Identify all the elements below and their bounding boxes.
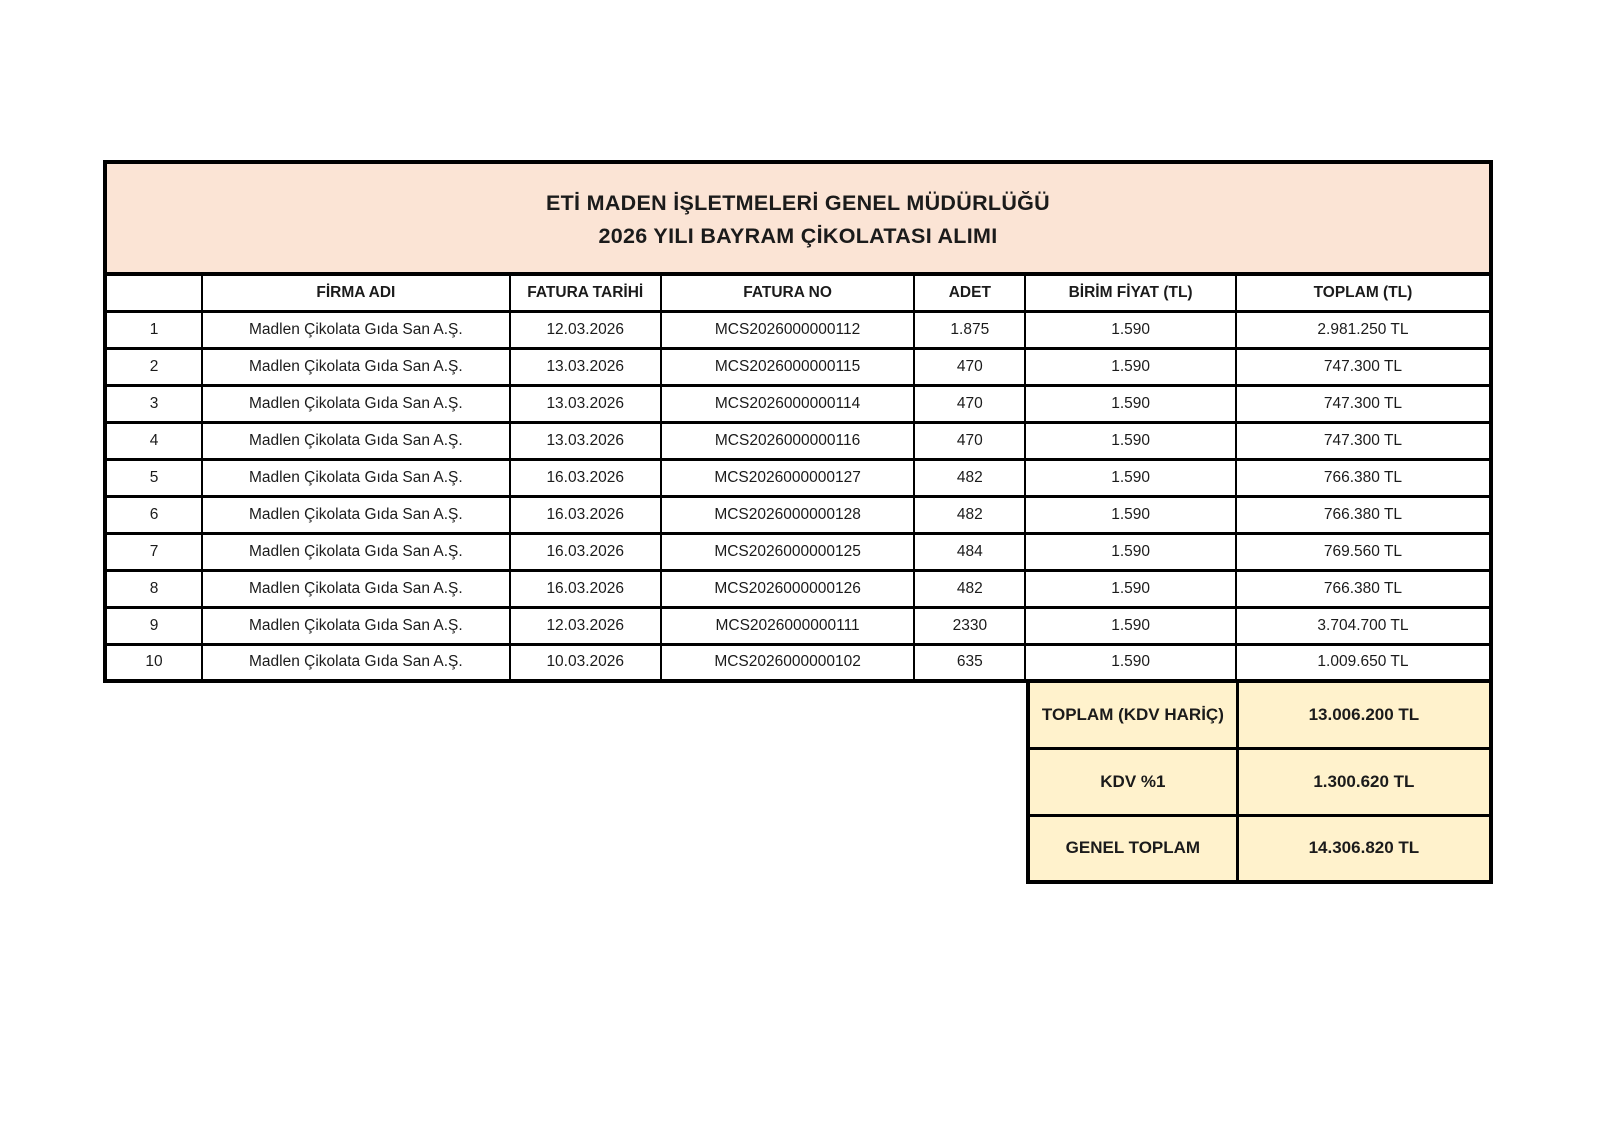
table-row — [105, 570, 1491, 607]
header-row-number — [105, 274, 202, 311]
adet-cell: 482 — [914, 570, 1025, 607]
firma-adi-cell: Madlen Çikolata Gıda San A.Ş. — [202, 496, 510, 533]
row-number-cell: 2 — [105, 348, 202, 385]
toplam-cell: 2.981.250 TL — [1236, 311, 1491, 348]
firma-adi-cell: Madlen Çikolata Gıda San A.Ş. — [202, 607, 510, 644]
report-title-line2: 2026 YILI BAYRAM ÇİKOLATASI ALIMI — [598, 224, 998, 248]
adet-cell: 1.875 — [914, 311, 1025, 348]
summary-label-grand-total: GENEL TOPLAM — [1028, 815, 1237, 882]
fatura-no-cell: MCS2026000000128 — [661, 496, 915, 533]
table-row — [105, 348, 1491, 385]
summary-row-grand-total — [1028, 815, 1491, 882]
header-birim-fiyat: BİRİM FİYAT (TL) — [1025, 274, 1236, 311]
summary-label-subtotal: TOPLAM (KDV HARİÇ) — [1028, 681, 1237, 748]
adet-cell: 470 — [914, 348, 1025, 385]
firma-adi-cell: Madlen Çikolata Gıda San A.Ş. — [202, 311, 510, 348]
summary-row-subtotal — [1028, 681, 1491, 748]
summary-row-kdv — [1028, 748, 1491, 815]
adet-cell: 482 — [914, 459, 1025, 496]
birim-fiyat-cell: 1.590 — [1025, 385, 1236, 422]
fatura-no-cell: MCS2026000000102 — [661, 644, 915, 681]
toplam-cell: 747.300 TL — [1236, 348, 1491, 385]
adet-cell: 470 — [914, 385, 1025, 422]
birim-fiyat-cell: 1.590 — [1025, 459, 1236, 496]
toplam-cell: 766.380 TL — [1236, 496, 1491, 533]
adet-cell: 2330 — [914, 607, 1025, 644]
row-number-cell: 9 — [105, 607, 202, 644]
toplam-cell: 1.009.650 TL — [1236, 644, 1491, 681]
header-fatura-tarihi: FATURA TARİHİ — [510, 274, 661, 311]
row-number-cell: 1 — [105, 311, 202, 348]
summary-label-kdv: KDV %1 — [1028, 748, 1237, 815]
toplam-cell: 3.704.700 TL — [1236, 607, 1491, 644]
firma-adi-cell: Madlen Çikolata Gıda San A.Ş. — [202, 570, 510, 607]
report-title-line1: ETİ MADEN İŞLETMELERİ GENEL MÜDÜRLÜĞÜ — [545, 191, 1050, 215]
birim-fiyat-cell: 1.590 — [1025, 533, 1236, 570]
toplam-cell: 747.300 TL — [1236, 385, 1491, 422]
invoice-table-head — [105, 274, 1491, 311]
fatura-no-cell: MCS2026000000111 — [661, 607, 915, 644]
fatura-no-cell: MCS2026000000114 — [661, 385, 915, 422]
adet-cell: 635 — [914, 644, 1025, 681]
table-row — [105, 385, 1491, 422]
fatura-tarihi-cell: 13.03.2026 — [510, 385, 661, 422]
summary-table — [1026, 679, 1493, 884]
adet-cell: 470 — [914, 422, 1025, 459]
summary-value-subtotal: 13.006.200 TL — [1237, 681, 1491, 748]
invoice-report — [103, 160, 1493, 884]
fatura-tarihi-cell: 12.03.2026 — [510, 311, 661, 348]
header-firma-adi: FİRMA ADI — [202, 274, 510, 311]
table-row — [105, 496, 1491, 533]
invoice-table — [103, 272, 1493, 683]
toplam-cell: 747.300 TL — [1236, 422, 1491, 459]
birim-fiyat-cell: 1.590 — [1025, 607, 1236, 644]
fatura-no-cell: MCS2026000000125 — [661, 533, 915, 570]
header-toplam: TOPLAM (TL) — [1236, 274, 1491, 311]
report-title-band — [103, 160, 1493, 272]
table-row — [105, 311, 1491, 348]
fatura-tarihi-cell: 13.03.2026 — [510, 348, 661, 385]
header-adet: ADET — [914, 274, 1025, 311]
birim-fiyat-cell: 1.590 — [1025, 348, 1236, 385]
fatura-tarihi-cell: 13.03.2026 — [510, 422, 661, 459]
birim-fiyat-cell: 1.590 — [1025, 570, 1236, 607]
fatura-tarihi-cell: 16.03.2026 — [510, 570, 661, 607]
invoice-table-body — [105, 311, 1491, 681]
table-row — [105, 459, 1491, 496]
firma-adi-cell: Madlen Çikolata Gıda San A.Ş. — [202, 533, 510, 570]
fatura-tarihi-cell: 16.03.2026 — [510, 459, 661, 496]
table-row — [105, 533, 1491, 570]
row-number-cell: 5 — [105, 459, 202, 496]
firma-adi-cell: Madlen Çikolata Gıda San A.Ş. — [202, 422, 510, 459]
row-number-cell: 10 — [105, 644, 202, 681]
row-number-cell: 7 — [105, 533, 202, 570]
row-number-cell: 8 — [105, 570, 202, 607]
fatura-no-cell: MCS2026000000126 — [661, 570, 915, 607]
toplam-cell: 769.560 TL — [1236, 533, 1491, 570]
header-row — [105, 274, 1491, 311]
firma-adi-cell: Madlen Çikolata Gıda San A.Ş. — [202, 348, 510, 385]
fatura-tarihi-cell: 10.03.2026 — [510, 644, 661, 681]
fatura-no-cell: MCS2026000000127 — [661, 459, 915, 496]
table-row — [105, 422, 1491, 459]
firma-adi-cell: Madlen Çikolata Gıda San A.Ş. — [202, 644, 510, 681]
fatura-tarihi-cell: 16.03.2026 — [510, 496, 661, 533]
summary-value-grand-total: 14.306.820 TL — [1237, 815, 1491, 882]
row-number-cell: 4 — [105, 422, 202, 459]
row-number-cell: 6 — [105, 496, 202, 533]
fatura-tarihi-cell: 16.03.2026 — [510, 533, 661, 570]
adet-cell: 484 — [914, 533, 1025, 570]
toplam-cell: 766.380 TL — [1236, 570, 1491, 607]
table-row — [105, 607, 1491, 644]
fatura-no-cell: MCS2026000000115 — [661, 348, 915, 385]
table-row — [105, 644, 1491, 681]
row-number-cell: 3 — [105, 385, 202, 422]
firma-adi-cell: Madlen Çikolata Gıda San A.Ş. — [202, 385, 510, 422]
header-fatura-no: FATURA NO — [661, 274, 915, 311]
summary-table-body — [1028, 681, 1491, 882]
birim-fiyat-cell: 1.590 — [1025, 496, 1236, 533]
fatura-tarihi-cell: 12.03.2026 — [510, 607, 661, 644]
toplam-cell: 766.380 TL — [1236, 459, 1491, 496]
summary-value-kdv: 1.300.620 TL — [1237, 748, 1491, 815]
adet-cell: 482 — [914, 496, 1025, 533]
birim-fiyat-cell: 1.590 — [1025, 644, 1236, 681]
firma-adi-cell: Madlen Çikolata Gıda San A.Ş. — [202, 459, 510, 496]
birim-fiyat-cell: 1.590 — [1025, 311, 1236, 348]
fatura-no-cell: MCS2026000000116 — [661, 422, 915, 459]
birim-fiyat-cell: 1.590 — [1025, 422, 1236, 459]
fatura-no-cell: MCS2026000000112 — [661, 311, 915, 348]
